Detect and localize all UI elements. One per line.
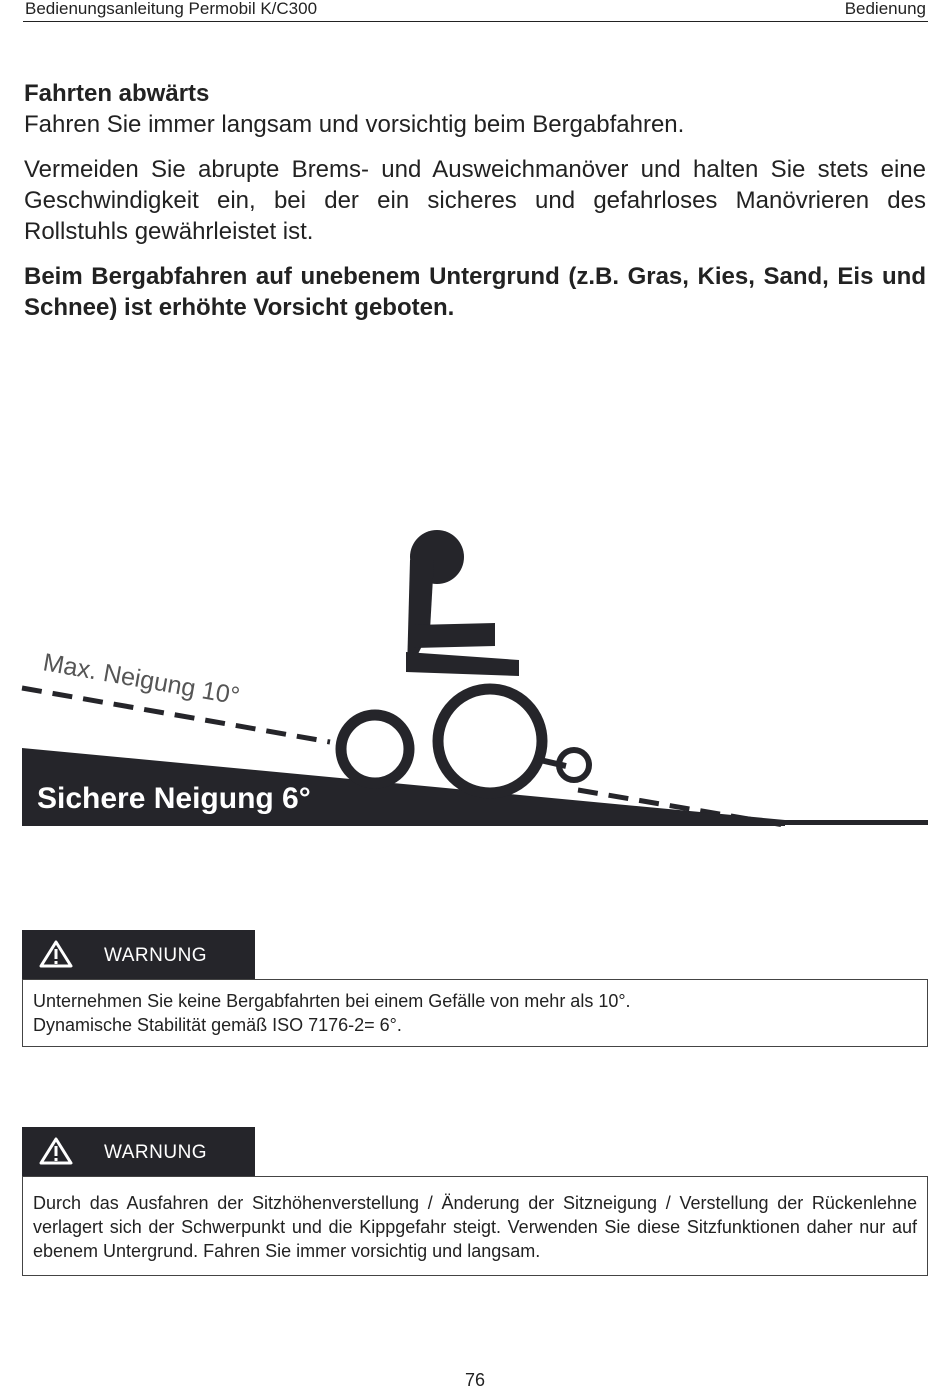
warning-header: [22, 930, 255, 979]
warning-triangle-icon: [39, 1137, 73, 1165]
section-content: [24, 78, 926, 323]
warning-box-1: [22, 930, 928, 1047]
paragraph-maneuvers: Vermeiden Sie abrupte Brems- und Ausweichmanöver und halten Sie stets eine Geschwindigkeit ein, bei der ein sicheres und gefahrloses Manövrieren des Rollstuhls gewährleistet ist.: [24, 156, 926, 245]
incline-figure: [0, 520, 950, 850]
section-heading: Fahrten abwärts: [24, 80, 210, 107]
warning-line: Dynamische Stabilität gemäß ISO 7176-2= 6°.: [33, 1015, 402, 1035]
warning-line: Unternehmen Sie keine Bergabfahrten bei einem Gefälle von mehr als 10°.: [33, 991, 631, 1011]
header-document-title: Bedienungsanleitung Permobil K/C300: [25, 0, 318, 18]
safe-incline-label: Sichere Neigung 6°: [37, 782, 311, 815]
paragraph-caution: Beim Bergabfahren auf unebenem Untergrund (z.B. Gras, Kies, Sand, Eis und Schnee) ist erhöhte Vorsicht geboten.: [24, 263, 926, 321]
max-incline-label: Max. Neigung 10°: [40, 648, 242, 711]
warning-header: [22, 1127, 255, 1176]
incline-diagram: [0, 520, 950, 850]
warning-text: Durch das Ausfahren der Sitzhöhenverstellung / Änderung der Sitzneigung / Verstellung der Rückenlehne verlagert sich der Schwerpunkt und die Kippgefahr steigt. Verwenden Sie diese Sitzfunktionen daher nur auf ebenem Untergrund. Fahren Sie immer vorsichtig und langsam.: [22, 1176, 928, 1276]
warning-box-2: [22, 1127, 928, 1276]
warning-text: [22, 979, 928, 1047]
header-section-title: Bedienung: [844, 0, 926, 18]
warning-title: WARNUNG: [104, 1142, 208, 1163]
page-header: [23, 0, 928, 22]
wheelchair-user-icon: [341, 530, 589, 793]
page-number: 76: [464, 1370, 486, 1390]
warning-title: WARNUNG: [104, 945, 208, 966]
warning-triangle-icon: [39, 940, 73, 968]
intro-line: Fahren Sie immer langsam und vorsichtig beim Bergabfahren.: [24, 111, 685, 138]
